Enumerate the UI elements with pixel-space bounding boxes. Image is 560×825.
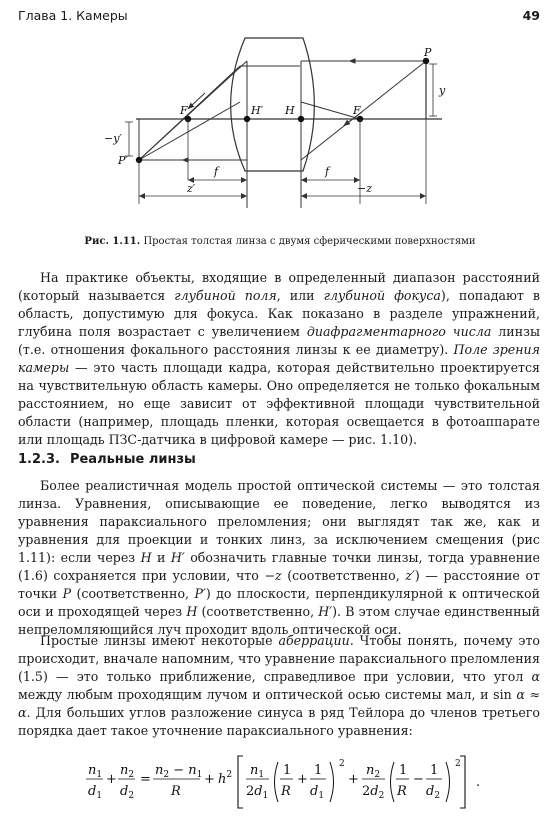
svg-text:R: R (397, 784, 407, 799)
svg-text:R: R (281, 784, 291, 799)
svg-text:1: 1 (399, 763, 408, 778)
svg-text:n1: $n_1$ (88, 763, 103, 780)
label-minus-y-prime: −y′ (104, 132, 122, 145)
label-p: P (424, 46, 432, 59)
svg-text:+: + (204, 772, 215, 787)
point-h-prime (244, 116, 250, 122)
svg-text:+: + (297, 772, 308, 787)
svg-text:+: + (348, 772, 359, 787)
caption-text: Простая толстая линза с двумя сферическими поверхностями (143, 236, 476, 247)
svg-text:1: 1 (283, 763, 292, 778)
label-y: y (439, 84, 446, 97)
page-number: 49 (522, 8, 540, 23)
svg-text:n2: $n_2$ (120, 763, 135, 780)
svg-text:2d2: $2d_2$ (362, 784, 385, 801)
svg-text:2: 2 (455, 759, 461, 769)
svg-text:2d1: $2d_1$ (246, 784, 269, 801)
paragraph-thick-lens: Более реалистичная модель простой оптической системы — это толстая линза. Уравнения, описывающие ее поведение, легко выводятся из уравнения параксиального преломления; они выглядят так же, как и уравнения для проекции и тонких линз, за исключением смещения (рис 1.11): если через H и H′ обозначить главные точки линзы, тогда уравнение (1.6) сохраняется при условии, что −z (соответственно, z′) — расстояние от точки P (соответственно, P′) до плоскости, перпендикулярной к оптической оси и проходящей через H (соответственно, H′). В этом случае единственный непреломляющийся луч проходит вдоль оптической оси. (18, 478, 540, 637)
lens-shape (231, 38, 315, 171)
svg-text:=: = (140, 772, 151, 787)
svg-text:d1: $d_1$ (88, 784, 103, 801)
point-h (298, 116, 304, 122)
label-f-left: F (180, 104, 188, 117)
paragraph-depth-of-field: На практике объекты, входящие в определенный диапазон расстояний (который называется глубиной поля, или глубиной фокуса), попадают в область, допустимую для фокуса. Как показано в разделе упражнений, глубина поля возрастает с увеличением диафрагментарного числа линзы (т.е. отношения фокального расстояния линзы к ее диаметру). Поле зрения камеры — это часть площади кадра, которая действительно проектируется на чувствительную область камеры. Оно определяется не только фокальным расстоянием, но еще зависит от эффективной площади чувствительной области (например, площадь пленки, которая освещается в фотоаппарате или площадь ПЗС-датчика в цифровой камере — рис. 1.10). (18, 270, 540, 447)
label-p-prime: P′ (118, 154, 128, 167)
svg-text:n1: $n_1$ (250, 763, 265, 780)
section-number: 1.2.3. (18, 452, 60, 467)
label-z-prime: z′ (187, 182, 196, 195)
svg-text:1: 1 (430, 763, 439, 778)
equation-paraxial-correction (0, 752, 560, 812)
chapter-title: Глава 1. Камеры (18, 8, 128, 23)
svg-text:n2: $n_2$ (366, 763, 381, 780)
svg-text:.: . (476, 775, 481, 790)
svg-text:1: 1 (314, 763, 323, 778)
section-heading (18, 452, 206, 467)
page-header (18, 8, 540, 26)
svg-text:−: − (413, 772, 424, 787)
svg-text:h2: $h^2$ (218, 770, 233, 787)
svg-text:R: R (171, 784, 181, 799)
svg-text:d1: $d_1$ (310, 784, 325, 801)
label-minus-z: −z (357, 182, 373, 195)
svg-text:2: 2 (339, 759, 345, 769)
thick-lens-figure (0, 28, 560, 238)
label-h: H (285, 104, 295, 117)
caption-label: Рис. 1.11. (84, 236, 141, 247)
svg-text:d2: $d_2$ (426, 784, 441, 801)
section-title: Реальные линзы (69, 452, 196, 467)
svg-text:+: + (106, 772, 117, 787)
svg-text:n2 − n1: $n_2 - n_1$ (155, 763, 203, 780)
label-f-left-dim: f (214, 165, 219, 178)
label-h-prime: H′ (251, 104, 264, 117)
label-f-right: F (353, 104, 361, 117)
figure-caption (0, 236, 560, 247)
svg-text:d2: $d_2$ (120, 784, 135, 801)
paragraph-aberrations: Простые линзы имеют некоторые аберрации. Чтобы понять, почему это происходит, вначале напомним, что уравнение параксиального преломления (1.5) — это только приближение, справедливое при условии, что угол α между любым проходящим лучом и оптической осью системы мал, и sin α ≈ α. Для больших углов разложение синуса в ряд Тейлора до членов третьего порядка дает такое уточнение параксиального уравнения: (18, 633, 540, 738)
label-f-right-dim: f (325, 165, 330, 178)
